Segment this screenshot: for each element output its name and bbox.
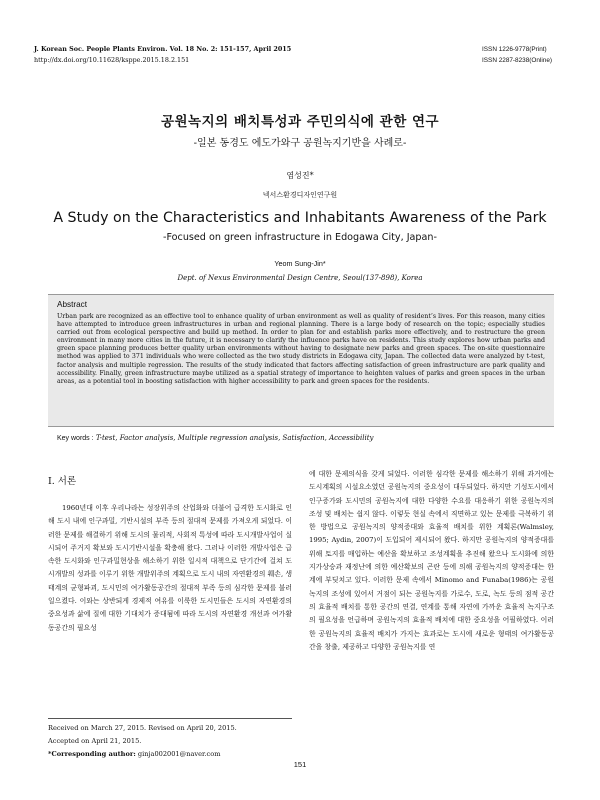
page-number: 151 <box>293 760 307 769</box>
journal-citation: J. Korean Soc. People Plants Environ. Vol. 18 No. 2: 151-157, April 2015 <box>34 45 292 53</box>
corresponding-label: *Corresponding author: <box>48 750 136 758</box>
keywords <box>57 434 374 442</box>
title-korean: 공원녹지의 배치특성과 주민의식에 관한 연구 <box>160 114 440 130</box>
title-english: A Study on the Characteristics and Inhabitants Awareness of the Park <box>53 210 547 226</box>
received-date: Received on March 27, 2015. Revised on April 20, 2015. <box>48 724 237 732</box>
abstract-heading: Abstract <box>57 300 88 309</box>
author-english: Yeom Sung-Jin* <box>274 259 326 268</box>
intro-paragraph-left: 1960년대 이후 우리나라는 성장위주의 산업화와 더불어 급격한 도시화로 인해 도시 내에 인구과밀, 기반시설의 부족 등의 절대적 문제를 가져오게 되었다. 이러한 문제를 해결하기 위해 도시의 물리적, 사회적 특성에 따라 도시개발사업이 실시되어 주거지 확보와 도시기반시설을 확충해 왔다. 그러나 이러한 개발사업은 급속한 도시화와 인구과밀현상을 해소하기 위한 일시적 대책으로 단기간에 걸쳐 도시개발의 성과를 이루기 위한 개발위주의 계획으로 도시 내의 자연환경의 훼손, 생태계의 균형파괴, 도시민의 여가활동공간의 절대적 부족 등의 심각한 문제를 불러 일으켰다. 이와는 상반되게 경제적 여유를 이룩한 도시민들은 도시의 자연환경의 중요성과 삶에 질에 대한 기대치가 증대됨에 따라 도시의 자연환경 개선과 여가활동공간의 필요성 <box>48 504 292 632</box>
keywords-label: Key words : <box>57 435 94 442</box>
body-column-left <box>48 468 292 635</box>
section-heading-introduction: Ⅰ. 서론 <box>48 476 77 487</box>
footnotes <box>48 722 292 761</box>
issn-block <box>482 44 552 66</box>
keywords-value: T-test, Factor analysis, Multiple regression analysis, Satisfaction, Accessibility <box>95 434 374 442</box>
issn-print: ISSN 1226-9778(Print) <box>482 46 547 53</box>
footnote-divider <box>48 718 292 719</box>
subtitle-english: -Focused on green infrastructure in Edogawa City, Japan- <box>163 232 437 243</box>
intro-paragraph-right: 에 대한 문제의식을 갖게 되었다. 이러한 심각한 문제를 해소하기 위해 과거에는 도시계획의 시설요소였던 공원녹지의 중요성이 대두되었다. 하지만 기성도시에서 인구증가와 도시민의 공원녹지에 대한 다양한 수요를 대응하기 위한 공원녹지의 조성 및 배치는 쉽지 않다. 이렇듯 현실 속에서 직면하고 있는 문제를 극복하기 위한 방법으로 공원녹지의 양적증대와 효율적 배치를 위한 계획론(Walmsley, 1995; Aydin, 2007)이 도입되어 제시되어 왔다. 하지만 공원녹지의 양적증대를 위해 토지를 매입하는 예산을 확보하고 조성계획을 추진해 왔으나 도시화에 의한 지가상승과 재정난에 의한 예산확보의 곤란 등에 의해 공원녹지의 양적증대는 한계에 부딪치고 있다. 이러한 문제 속에서 Minomo and Funaba(1986)는 공원녹지의 조성에 있어서 거점이 되는 공원녹지를 가로수, 도로, 녹도 등의 점적 공간의 효율적 배치를 통한 공간의 연결, 연계를 통해 자연에 가까운 효율적 녹지구조의 필요성을 언급하며 공원녹지의 효율적 배치에 대한 중요성을 어필하였다. 이러한 공원녹지의 효율적 배치가 가지는 효과로는 도시에 새로운 형태의 여가활동공간을 창출, 제공하고 다양한 공원녹지를 연 <box>309 470 554 651</box>
issn-online: ISSN 2287-8238(Online) <box>482 57 552 64</box>
journal-header <box>34 44 291 66</box>
corresponding-email[interactable]: ginja002001@naver.com <box>137 750 221 758</box>
author-korean: 염성진* <box>286 171 314 180</box>
body-column-right <box>309 468 554 654</box>
accepted-date: Accepted on April 21, 2015. <box>48 737 142 745</box>
affiliation-korean: 넥서스환경디자인연구원 <box>262 191 338 199</box>
abstract-text: Urban park are recognized as an effective tool to enhance quality of urban environment as well as quality of resident’s lives. For this reason, many cities have attempted to introduce green infrastructures in urban and regional planning. There is a large body of research on the topic; especially studies carried out from ecological perspective and build up method. In order to plan for and establish parks more effectively, and to restructure the green environment in many more cities in the future, it is necessary to clarify the influence parks have on residents. This study explores how urban parks and green space planning produces better quality urban environments without having to designate new parks and green spaces. The on-site questionnaire method was applied to 371 individuals who were collected as the two study districts in Edogawa city, Japan. The collected data were analyzed by t-test, factor analysis and multiple regression. The results of the study indicated that factors affecting satisfaction of green infrastructure are park quality and accessibility. Finally, green infrastructure maybe utilized as a spatial strategy of importance to heighten values of parks and green spaces in the urban areas, as a potential tool in boosting satisfaction with higher accessibility to park and green spaces for the residents. <box>57 313 545 385</box>
subtitle-korean: -일본 동경도 에도가와구 공원녹지기반을 사례로- <box>193 138 407 149</box>
affiliation-english: Dept. of Nexus Environmental Design Centre, Seoul(137-898), Korea <box>177 274 423 282</box>
doi-link[interactable]: http://dx.doi.org/10.11628/ksppe.2015.18.2.151 <box>34 56 190 64</box>
abstract-box <box>48 294 554 427</box>
